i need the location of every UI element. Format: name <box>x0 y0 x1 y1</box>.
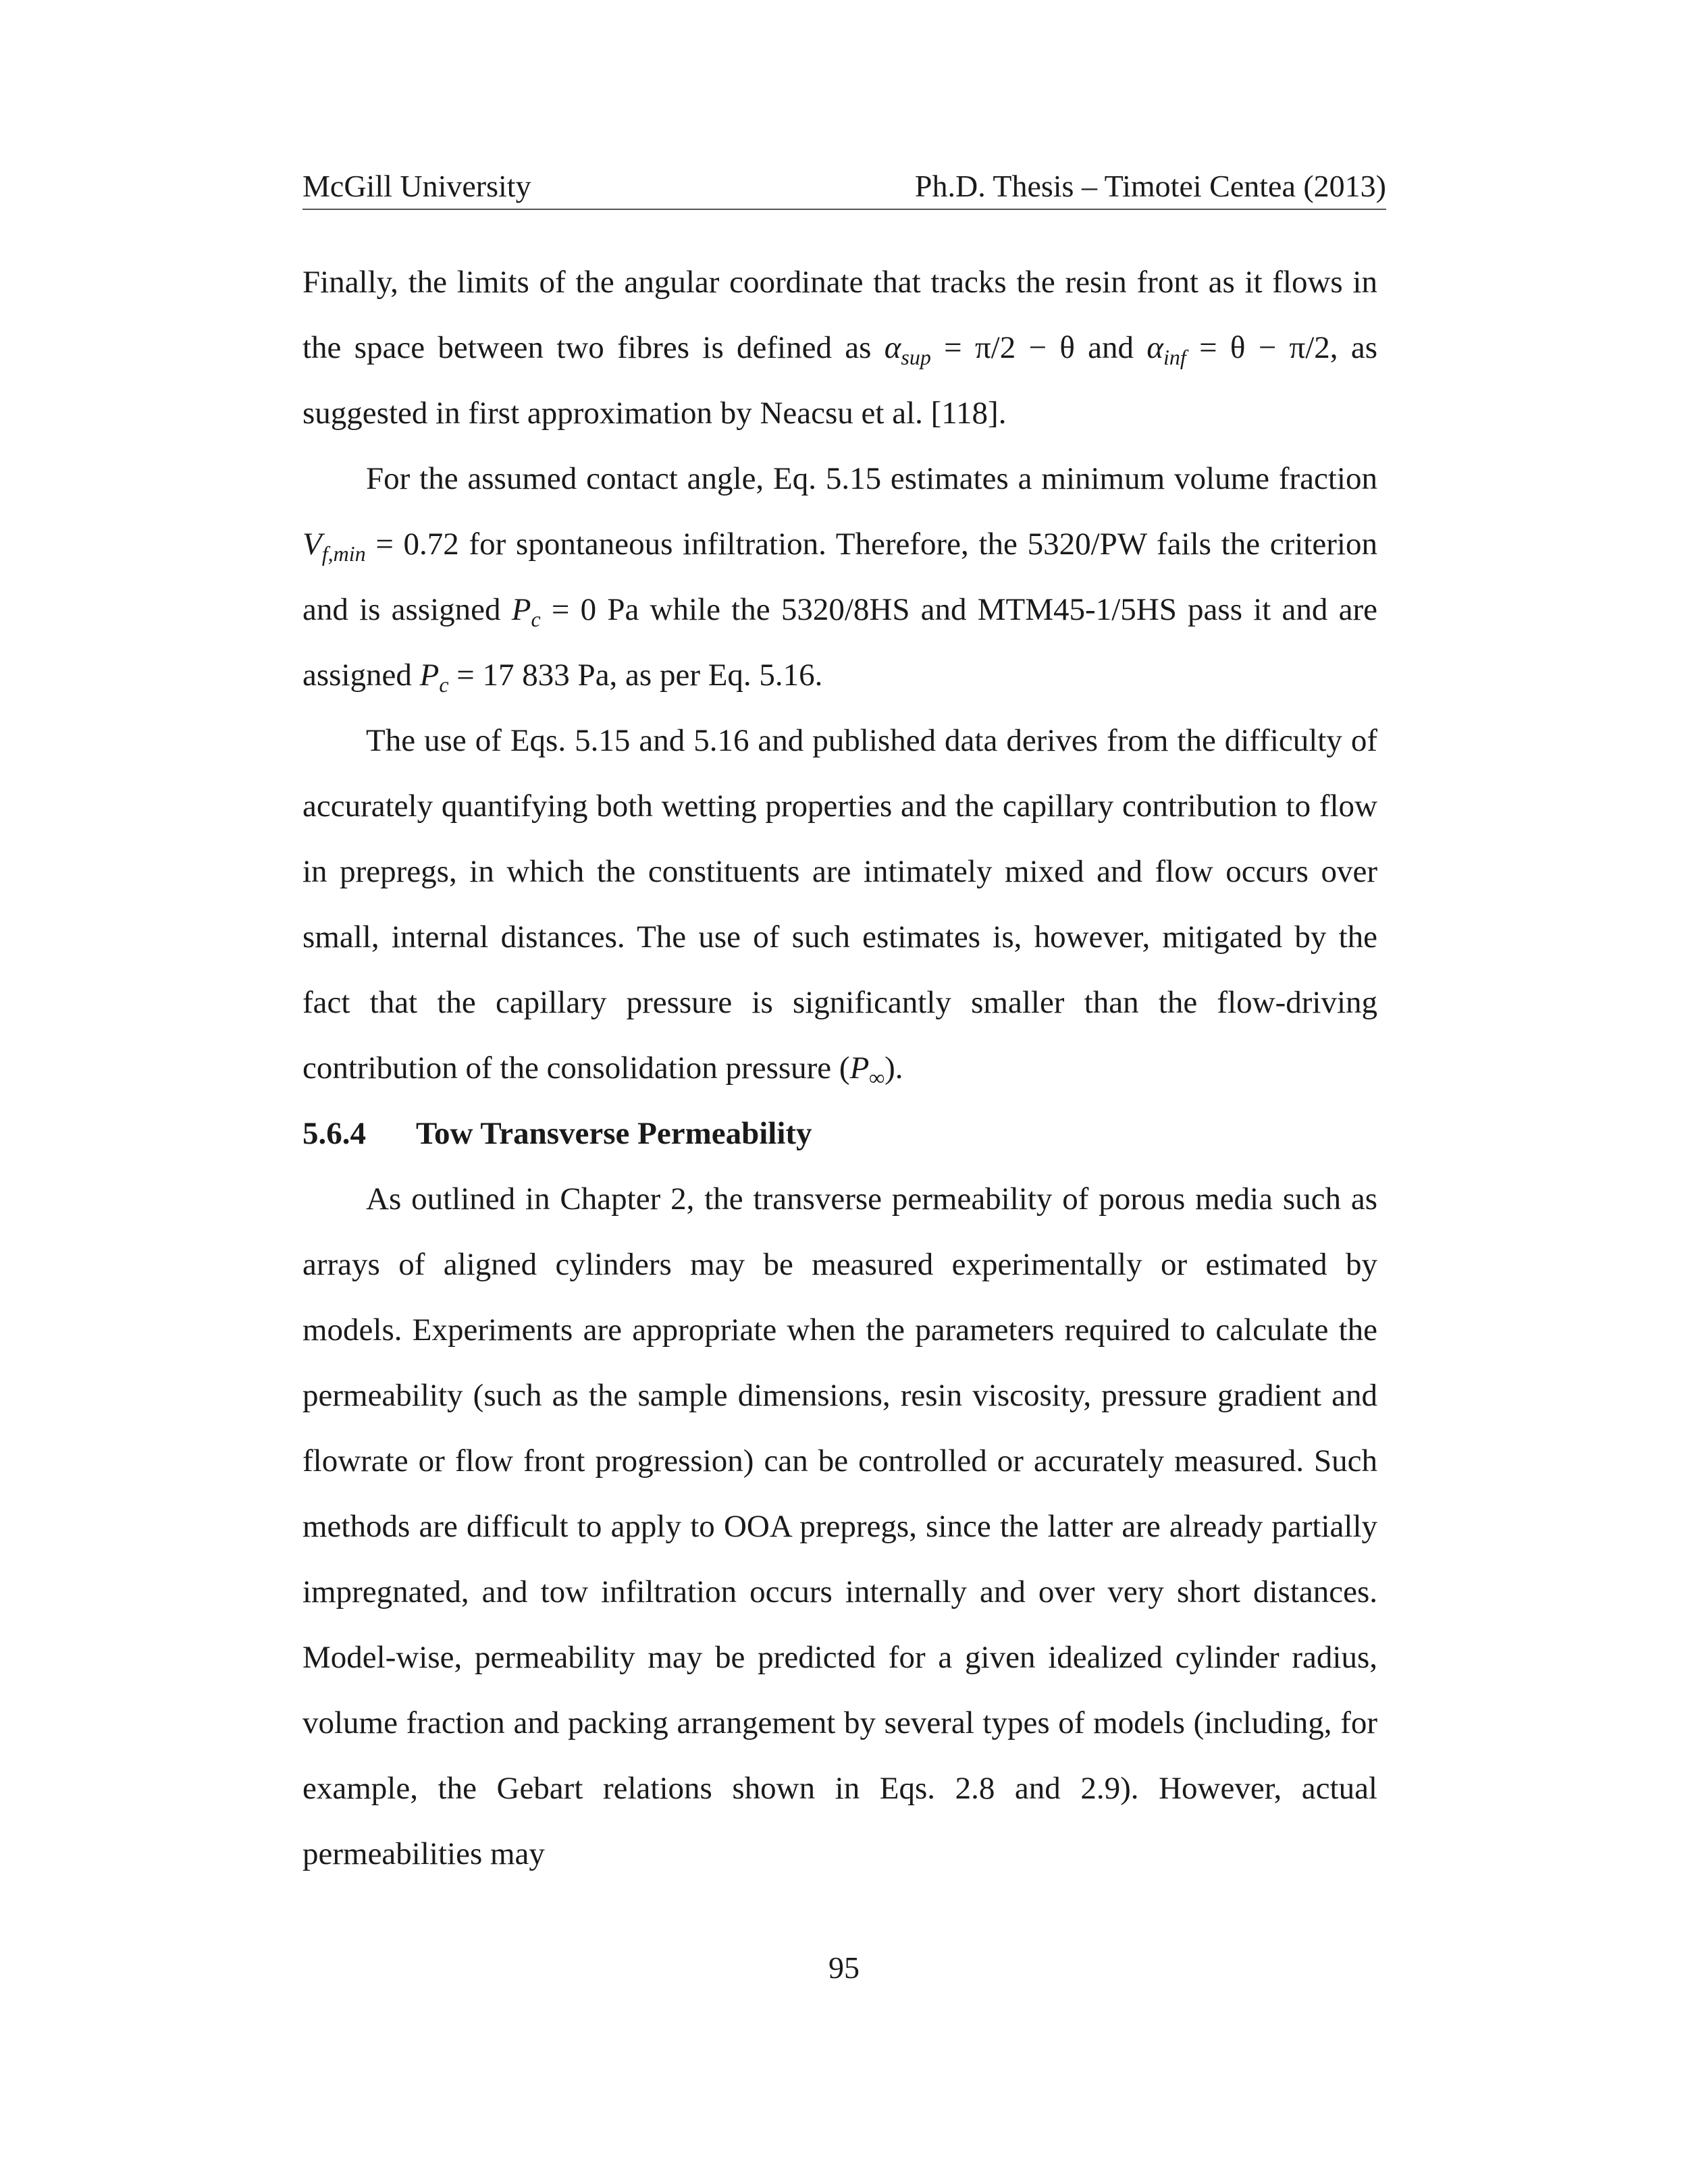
paragraph-3 <box>302 708 1377 1101</box>
section-heading <box>302 1101 1377 1167</box>
paragraph-1 <box>302 250 1377 446</box>
math-p-infinity: $P_\infty$ <box>849 1050 885 1090</box>
running-header <box>302 165 1386 210</box>
page-number: 95 <box>828 1950 860 1985</box>
math-alpha-inf: $\alpha_{inf}$ <box>1146 330 1186 369</box>
section-title: Tow Transverse Permeability <box>416 1116 812 1151</box>
paragraph-2 <box>302 446 1377 708</box>
section-number: 5.6.4 <box>302 1116 366 1151</box>
p3-text-b: ). <box>885 1050 903 1086</box>
p2-text-b: = 0.72 for spontaneous infiltration. Therefore, the 5320/PW fails the criterion and is assigned <box>302 527 1377 627</box>
paragraph-4: As outlined in Chapter 2, the transverse permeability of porous media such as arrays of aligned cylinders may be measured experimentally or estimated by models. Experiments are appropriate when the parameters required to calculate the permeability (such as the sample dimensions, resin viscosity, pressure gradient and flowrate or flow front progression) can be controlled or accurately measured. Such methods are difficult to apply to OOA prepregs, since the latter are already partially impregnated, and tow infiltration occurs internally and over very short distances. Model-wise, permeability may be predicted for a given idealized cylinder radius, volume fraction and packing arrangement by several types of models (including, for example, the Gebart relations shown in Eqs. 2.8 and 2.9). However, actual permeabilities may <box>302 1181 1377 1871</box>
p2-text-d: = 17 833 Pa, as per Eq. 5.16. <box>448 658 823 693</box>
p1-text-a: Finally, the limits of the angular coordinate that tracks the resin front as it flows in the space between two fibres is defined as <box>302 265 1377 365</box>
math-alpha-sup: $\alpha_{sup}$ <box>884 330 931 369</box>
header-thesis-title: Ph.D. Thesis – Timotei Centea (2013) <box>914 169 1386 203</box>
header-institution: McGill University <box>302 169 531 203</box>
p1-text-c: = θ − π/2, as suggested in first approximation by Neacsu et al. [118]. <box>302 330 1377 431</box>
math-pc-1: $P_c$ <box>511 592 541 631</box>
math-vf-min: $V_{f,min}$ <box>302 527 366 566</box>
p1-text-b: = π/2 − θ and <box>930 330 1147 365</box>
p2-text-a: For the assumed contact angle, Eq. 5.15 estimates a minimum volume fraction <box>366 461 1377 496</box>
math-pc-2: $P_c$ <box>419 658 449 697</box>
p3-text-a: The use of Eqs. 5.15 and 5.16 and published data derives from the difficulty of accurately quantifying both wetting properties and the capillary contribution to flow in prepregs, in which the constituents are intimately mixed and flow occurs over small, internal distances. The use of such estimates is, however, mitigated by the fact that the capillary pressure is significantly smaller than the flow-driving contribution of the consolidation pressure ( <box>302 723 1377 1086</box>
body-text <box>302 250 1377 1887</box>
p2-text-c: = 0 Pa while the 5320/8HS and MTM45-1/5HS pass it and are assigned <box>302 592 1377 693</box>
